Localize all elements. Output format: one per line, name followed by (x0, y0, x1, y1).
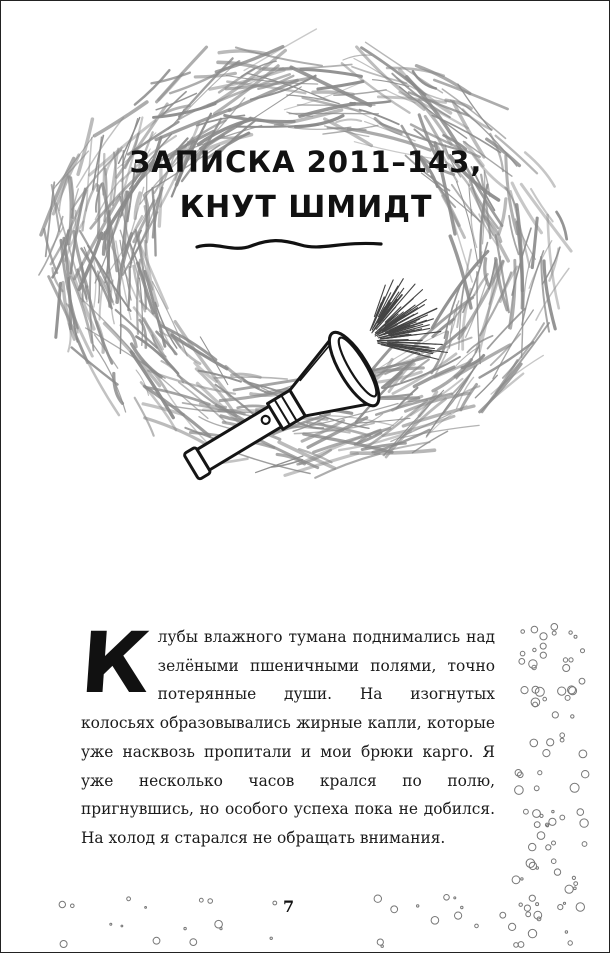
bubble (515, 786, 524, 795)
bubble (534, 786, 539, 791)
scribble-stroke (152, 73, 190, 84)
bubble (569, 631, 572, 634)
scribble-stroke (68, 324, 70, 352)
bubble (574, 887, 577, 890)
bubble (60, 941, 67, 948)
bubble (524, 905, 530, 911)
bubble (512, 876, 520, 884)
bubble (431, 917, 439, 925)
scribble-frame (1, 1, 610, 521)
bubble (520, 651, 525, 656)
bubble (540, 643, 546, 649)
bubble (540, 633, 547, 640)
bubble (546, 845, 551, 850)
scribble-stroke (72, 348, 118, 385)
bubble (565, 695, 570, 700)
bubble (215, 920, 223, 928)
bubble (540, 814, 543, 817)
bubble (560, 738, 564, 742)
bubble (533, 702, 538, 707)
bubble (560, 815, 565, 820)
bubble (521, 630, 525, 634)
bubble (552, 712, 558, 718)
bubble (579, 678, 585, 684)
scribble-stroke (214, 377, 287, 379)
bubble (528, 929, 536, 937)
bubble (273, 901, 277, 905)
bubble (532, 686, 539, 693)
bubble (514, 943, 519, 948)
chapter-body (77, 614, 495, 853)
bubble (543, 750, 550, 757)
bubble (570, 783, 579, 792)
bubble (568, 941, 572, 945)
bubble (552, 631, 556, 635)
bubble (540, 652, 546, 658)
bubble (537, 917, 541, 921)
bubble (545, 823, 548, 826)
bubble (71, 904, 75, 908)
scribble-stroke (434, 80, 507, 109)
bubble (552, 810, 554, 812)
bubble (381, 945, 383, 947)
bubble (529, 862, 536, 869)
bubble (558, 905, 563, 910)
chapter-title (1, 139, 610, 231)
bubble (110, 923, 112, 925)
bubble (563, 665, 570, 672)
bubble (521, 878, 523, 880)
bubble (526, 859, 535, 868)
bubble (536, 867, 538, 869)
bubble (374, 895, 381, 902)
bubble (509, 923, 516, 930)
bubble (563, 658, 567, 662)
bubble (190, 939, 197, 946)
scribble-stroke (135, 70, 170, 104)
title-underline (197, 241, 381, 249)
bubble (551, 624, 558, 631)
bubble (524, 809, 529, 814)
bubble (199, 898, 203, 902)
bubble (515, 770, 521, 776)
bubble (568, 686, 576, 694)
bubble (581, 649, 585, 653)
bubble (534, 911, 542, 919)
bubble (417, 905, 419, 907)
bubble (563, 902, 565, 904)
bubble (475, 924, 479, 928)
bubble (569, 687, 577, 695)
bubble (534, 822, 540, 828)
scribble-stroke (488, 309, 525, 349)
bubble (270, 937, 272, 939)
bubble (220, 928, 222, 930)
bubble (153, 937, 160, 944)
bubble (145, 907, 147, 909)
bubble (519, 903, 522, 906)
bubble (547, 739, 554, 746)
bubble (521, 687, 528, 694)
bubble (569, 658, 573, 662)
scribble-stroke (140, 278, 143, 345)
bubble (531, 626, 538, 633)
bubble (455, 912, 462, 919)
bubble (576, 903, 584, 911)
bubble (461, 906, 463, 908)
bubble (582, 842, 587, 847)
scribble-stroke (351, 101, 391, 103)
bubble (518, 942, 524, 948)
bubble (543, 697, 547, 701)
bubble (537, 832, 545, 840)
bubble (529, 895, 535, 901)
bubble (532, 665, 536, 669)
bubble (546, 825, 548, 827)
bubble (536, 903, 539, 906)
bubble (552, 841, 556, 845)
bubble (127, 897, 131, 901)
scribble-stroke (459, 261, 503, 338)
bubble (579, 750, 587, 758)
bubble (519, 659, 525, 665)
bubble (554, 869, 560, 875)
bubble (571, 715, 574, 718)
bubble (59, 901, 65, 907)
bubble (558, 687, 566, 695)
chapter-title-line1: ЗАПИСКА 2011–143, (129, 145, 483, 179)
page-number: 7 (283, 897, 295, 916)
scribble-stroke (485, 259, 489, 286)
bubble (538, 771, 542, 775)
bubble (377, 939, 383, 945)
chapter-title-line2: КНУТ ШМИДТ (179, 190, 433, 225)
bubble (551, 859, 556, 864)
bubble (121, 925, 123, 927)
bubble (565, 931, 567, 933)
bubble (533, 648, 536, 651)
bubble (500, 912, 506, 918)
bubble (565, 885, 573, 893)
scribble-stroke (264, 68, 292, 69)
bubble (574, 635, 577, 638)
bubble (526, 912, 531, 917)
bubble (529, 660, 537, 668)
bubble (454, 897, 456, 899)
bubble (444, 895, 450, 901)
bubble (530, 739, 538, 747)
bubble (580, 819, 588, 827)
body-paragraph: лубы влажного тумана поднимались над зелёными пшеничными полями, точно потерянные души. На изогнутых колосьях образовывались жирные капли, которые уже насквозь пропитали и мои брюки карго. Я уже несколько часов крался по полю, пригнувшись, но особого успеха пока не добился. На холод я старался не обращать внимания. (81, 628, 495, 847)
scribble-stroke (244, 29, 316, 71)
bubble (529, 843, 536, 850)
bubble (560, 733, 565, 738)
drop-cap: К (77, 614, 154, 712)
bubble (533, 810, 541, 818)
scribble-stroke (93, 256, 96, 307)
bubble (549, 818, 556, 825)
bubble (574, 882, 578, 886)
bubble (391, 906, 398, 913)
bubble (535, 687, 544, 696)
bubble (577, 809, 584, 816)
scribble-stroke (128, 267, 130, 310)
bubble (518, 772, 524, 778)
bubble (208, 899, 213, 904)
bubble (582, 771, 589, 778)
scribble-stroke (336, 120, 361, 123)
bubble (531, 698, 540, 707)
bubble (572, 876, 575, 879)
bubble (184, 927, 186, 929)
